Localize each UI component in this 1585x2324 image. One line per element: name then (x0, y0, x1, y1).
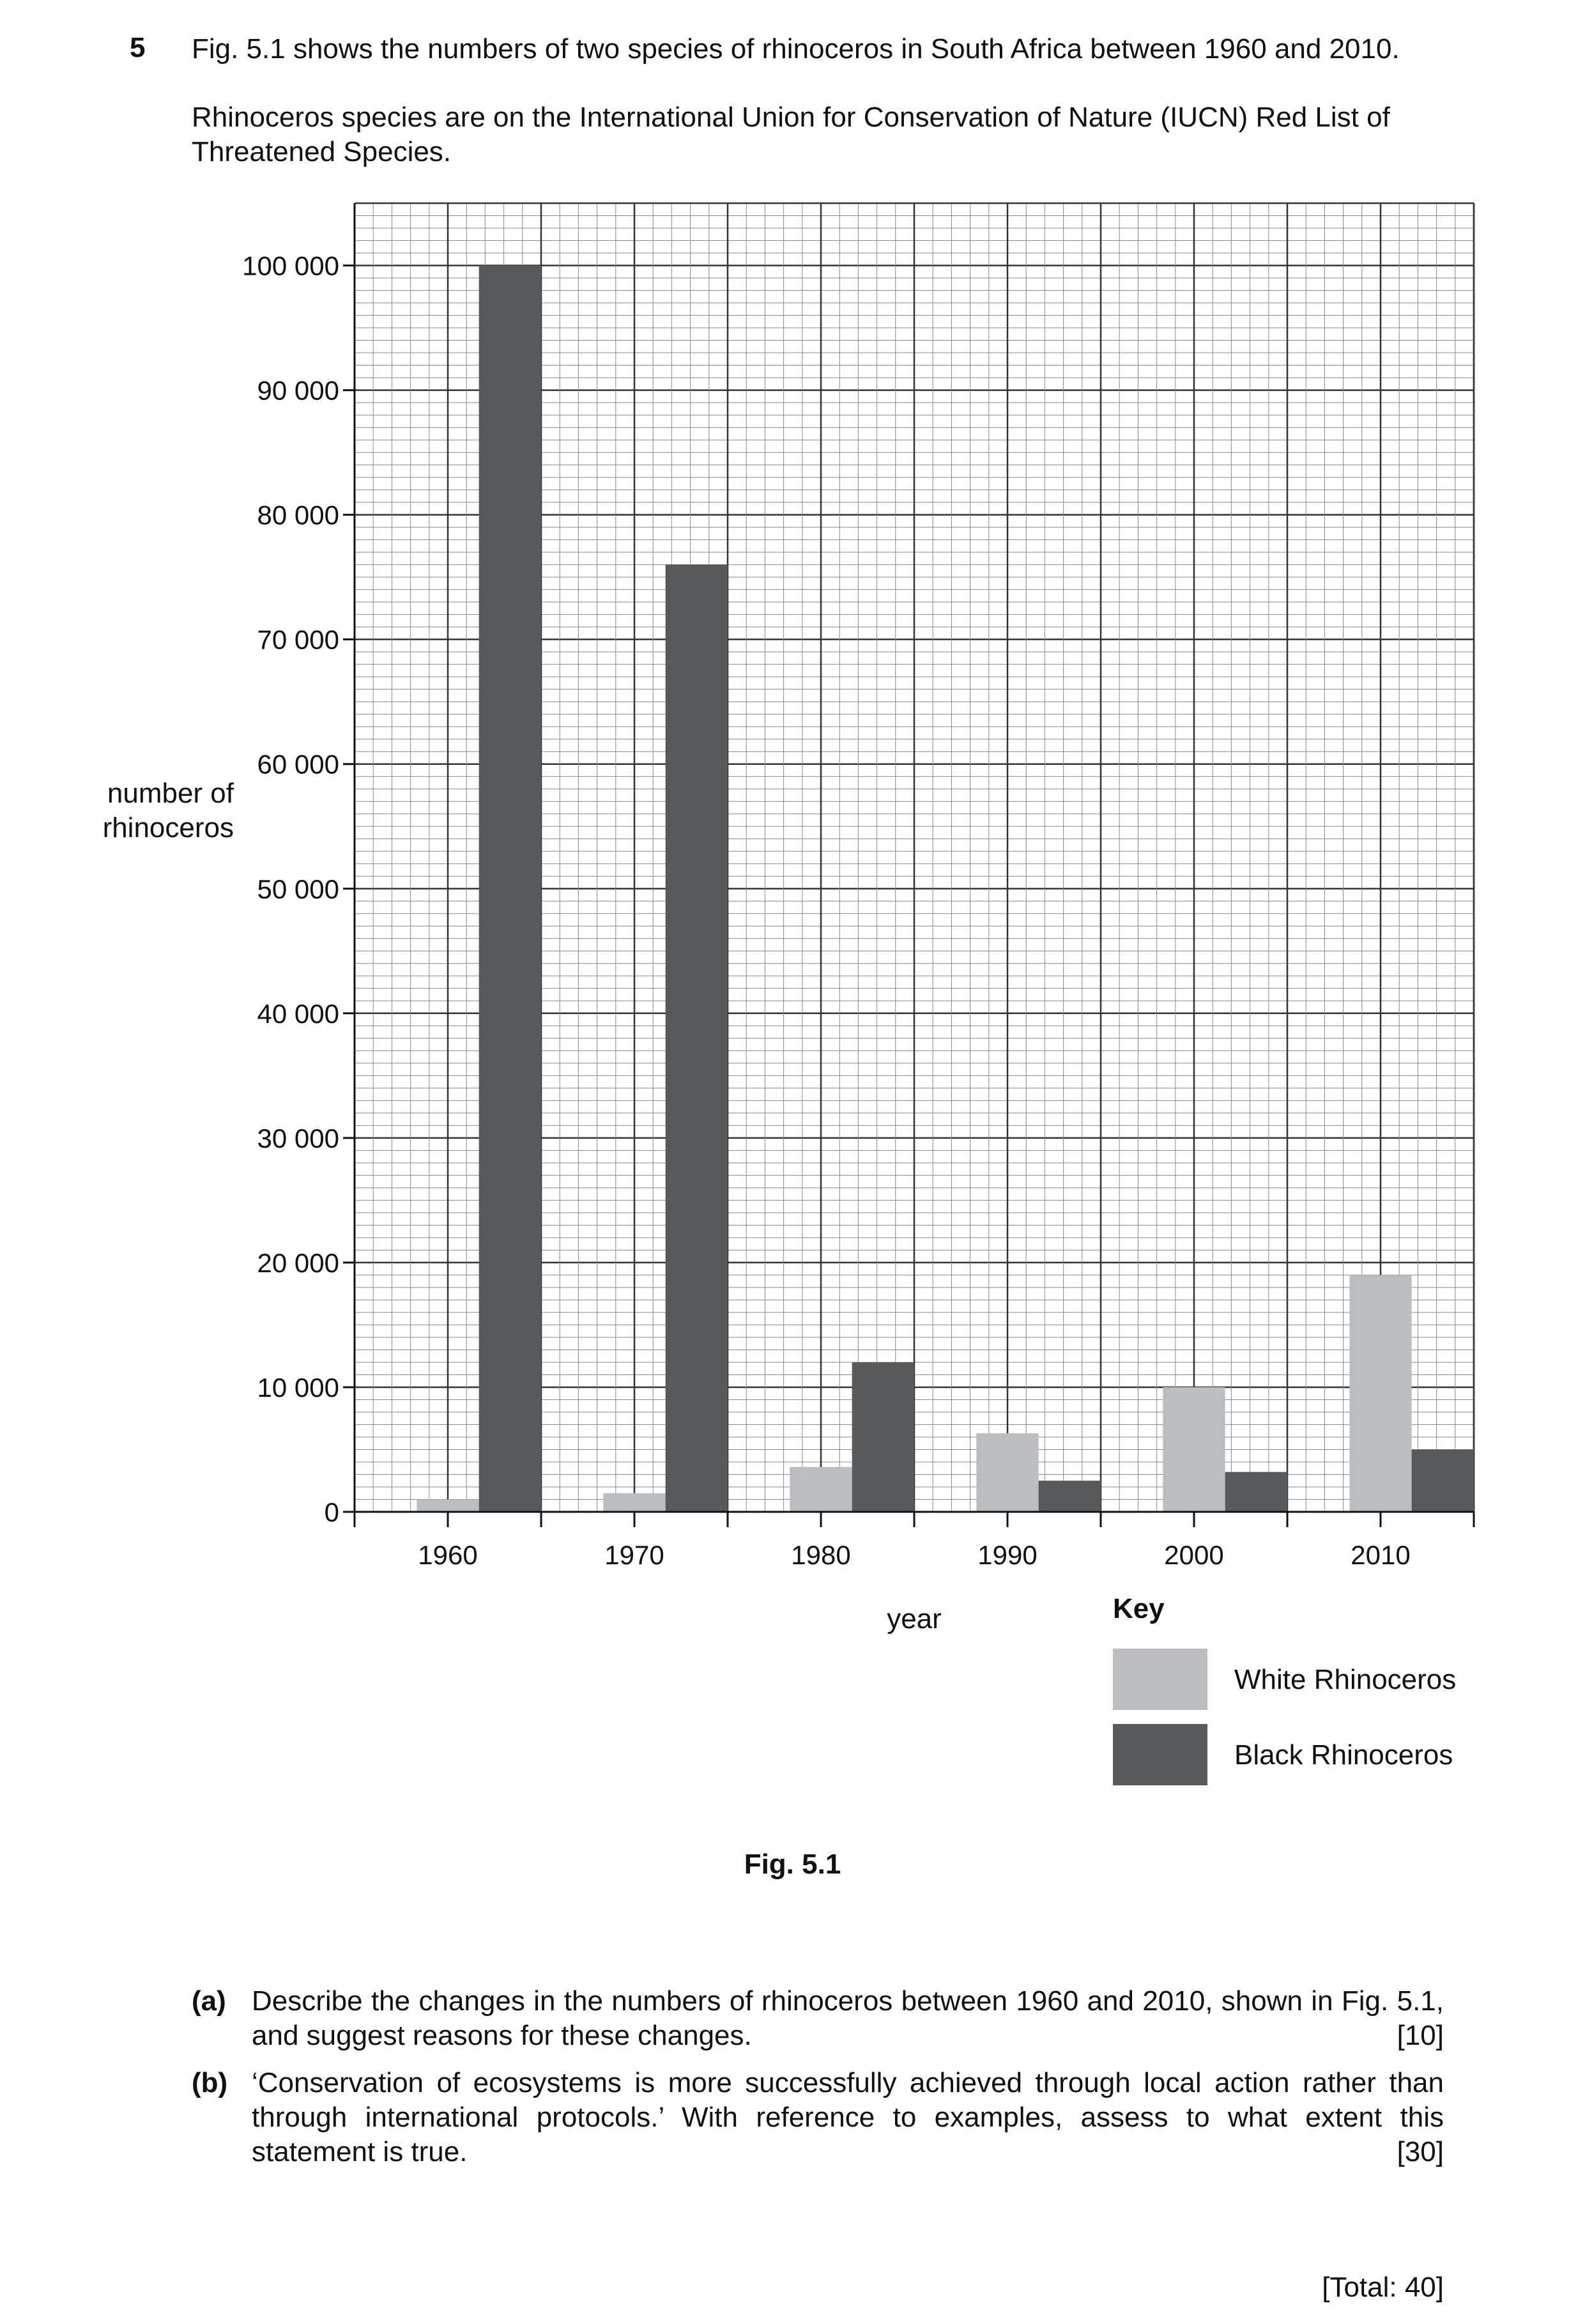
x-axis-title: year (887, 1603, 942, 1635)
bar-white-rhinoceros-1970 (603, 1493, 665, 1512)
y-tick-label-50000: 50 000 (257, 873, 339, 904)
y-tick-label-70000: 70 000 (257, 624, 339, 655)
bar-black-rhinoceros-1990 (1039, 1481, 1101, 1512)
y-axis-title-line-1: number of (107, 778, 234, 809)
y-axis-title-line-2: rhinoceros (102, 812, 234, 843)
x-tick-label-1990: 1990 (977, 1540, 1038, 1570)
figure-caption: Fig. 5.1 (744, 1849, 841, 1880)
x-tick-label-1960: 1960 (418, 1540, 478, 1570)
bar-white-rhinoceros-1990 (976, 1433, 1038, 1512)
y-tick-label-90000: 90 000 (257, 375, 339, 406)
bar-white-rhinoceros-1960 (417, 1499, 479, 1512)
y-tick-label-20000: 20 000 (257, 1247, 339, 1278)
bar-black-rhinoceros-1980 (852, 1362, 914, 1512)
bar-black-rhinoceros-2000 (1225, 1472, 1287, 1512)
question-intro: Fig. 5.1 shows the numbers of two species of rhinoceros in South Africa between 1960 and 2010. (192, 33, 1400, 65)
total-marks: [Total: 40] (1322, 2272, 1444, 2303)
bar-black-rhinoceros-2010 (1412, 1449, 1474, 1512)
bar-white-rhinoceros-1980 (790, 1467, 852, 1512)
legend-swatch-black-rhinoceros (1113, 1724, 1207, 1785)
part-a (192, 1984, 1444, 2053)
part-a-text: Describe the changes in the numbers of rhinoceros between 1960 and 2010, shown in Fig. 5.1, and suggest reasons for these changes. (252, 1985, 1444, 2051)
x-tick-label-1980: 1980 (791, 1540, 851, 1570)
y-tick-label-30000: 30 000 (257, 1123, 339, 1153)
part-a-label: (a) (192, 1985, 226, 2017)
y-tick-label-100000: 100 000 (242, 250, 339, 281)
question-number: 5 (130, 32, 146, 63)
question-intro-2: Rhinoceros species are on the International Union for Conservation of Nature (IUCN) Red List of Threatened Species. (192, 102, 1390, 167)
bar-black-rhinoceros-1960 (479, 266, 541, 1512)
part-b-marks: [30] (1384, 2135, 1444, 2169)
part-b-text: ‘Conservation of ecosystems is more successfully achieved through local action rather than through international protocols.’ With reference to examples, assess to what extent this statement is true. (252, 2067, 1444, 2167)
x-tick-label-2000: 2000 (1164, 1540, 1224, 1570)
x-tick-label-1970: 1970 (604, 1540, 664, 1570)
legend-swatch-white-rhinoceros (1113, 1649, 1207, 1710)
part-b-label: (b) (192, 2067, 228, 2098)
bar-white-rhinoceros-2000 (1163, 1387, 1225, 1512)
part-a-marks: [10] (1384, 2019, 1444, 2053)
y-tick-label-10000: 10 000 (257, 1372, 339, 1403)
y-tick-label-40000: 40 000 (257, 998, 339, 1029)
legend-label-white-rhinoceros: White Rhinoceros (1234, 1664, 1457, 1695)
x-tick-label-2010: 2010 (1351, 1540, 1411, 1570)
y-tick-label-60000: 60 000 (257, 749, 339, 780)
legend-label-black-rhinoceros: Black Rhinoceros (1234, 1739, 1453, 1771)
y-tick-label-80000: 80 000 (257, 500, 339, 530)
legend-title: Key (1113, 1593, 1165, 1624)
bar-white-rhinoceros-2010 (1349, 1275, 1411, 1512)
y-tick-label-0: 0 (324, 1497, 339, 1527)
part-b (192, 2066, 1444, 2169)
bar-black-rhinoceros-1970 (666, 565, 728, 1512)
